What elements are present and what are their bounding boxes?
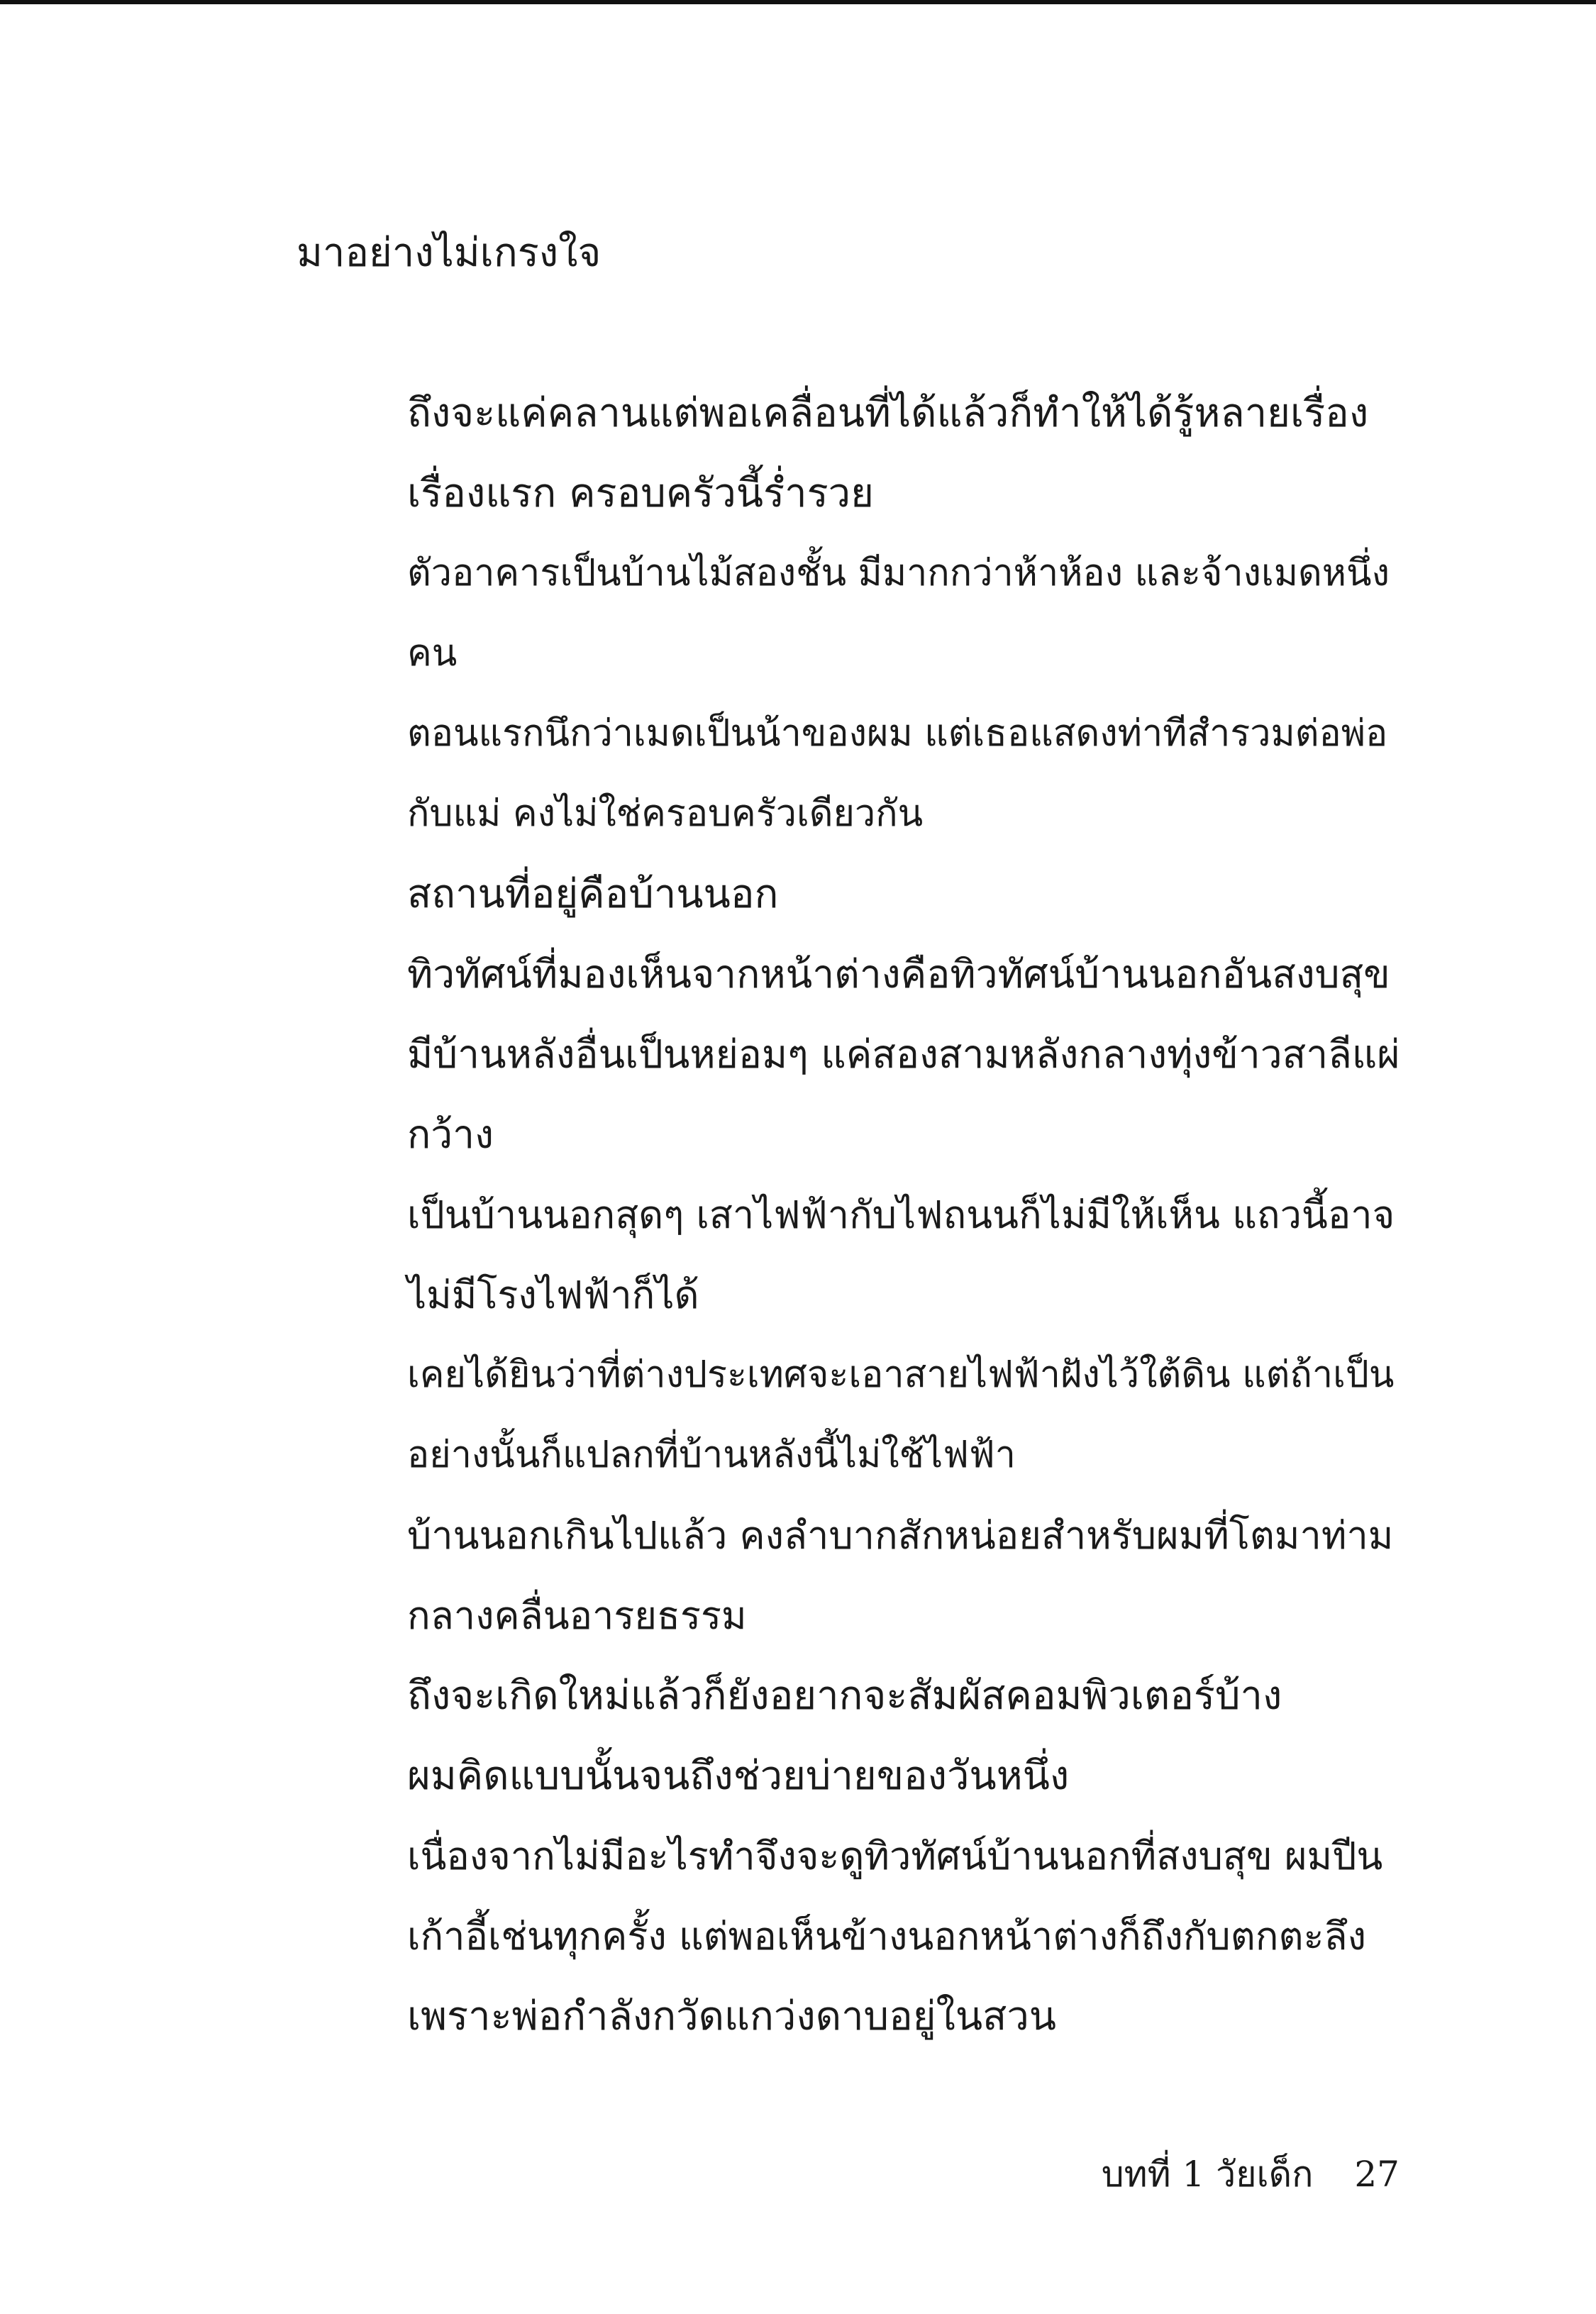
text-line: เนื่องจากไม่มีอะไรทำจึงจะดูทิวทัศน์บ้านนอกที่สงบสุข ผมปีน <box>407 1834 1383 1878</box>
paragraph <box>297 1175 1400 1335</box>
text-line: ทิวทัศน์ที่มองเห็นจากหน้าต่างคือทิวทัศน์บ้านนอกอันสงบสุข <box>407 951 1390 997</box>
paragraph <box>297 373 1400 453</box>
text-line: มีบ้านหลังอื่นเป็นหย่อมๆ แค่สองสามหลังกลางทุ่งข้าวสาลีแผ่ <box>407 1031 1400 1077</box>
text-line: ถึงจะแค่คลานแต่พอเคลื่อนที่ได้แล้วก็ทำให้ได้รู้หลายเรื่อง <box>407 390 1369 436</box>
text-line: เคยได้ยินว่าที่ต่างประเทศจะเอาสายไฟฟ้าฝังไว้ใต้ดิน แต่ถ้าเป็น <box>407 1353 1395 1396</box>
chapter-title: บทที่ 1 วัยเด็ก <box>1101 2154 1314 2195</box>
paragraph <box>297 1335 1400 1495</box>
paragraph <box>297 1736 1400 1816</box>
paragraph <box>297 213 1400 293</box>
text-line: ผมคิดแบบนั้นจนถึงช่วยบ่ายของวันหนึ่ง <box>407 1753 1070 1799</box>
paragraph <box>297 934 1400 1014</box>
paragraph <box>297 854 1400 934</box>
text-line: อย่างนั้นก็แปลกที่บ้านหลังนี้ไม่ใช้ไฟฟ้า <box>407 1434 1016 1476</box>
text-line: ไม่มีโรงไฟฟ้าก็ได้ <box>407 1273 699 1317</box>
paragraph <box>297 1014 1400 1175</box>
text-line: คน <box>407 632 458 675</box>
text-line: กว้าง <box>407 1112 494 1157</box>
text-line: มาอย่างไม่เกรงใจ <box>297 230 602 276</box>
text-line: ตอนแรกนึกว่าเมดเป็นน้าของผม แต่เธอแสดงท่าทีสำรวมต่อพ่อ <box>407 712 1388 755</box>
text-line: เพราะพ่อกำลังกวัดแกว่งดาบอยู่ในสวน <box>407 1993 1057 2039</box>
text-line: ถึงจะเกิดใหม่แล้วก็ยังอยากจะสัมผัสคอมพิวเตอร์บ้าง <box>407 1673 1282 1719</box>
text-line: เรื่องแรก ครอบครัวนี้ร่ำรวย <box>407 470 874 516</box>
paragraph <box>297 1976 1400 2056</box>
paragraph <box>297 533 1400 694</box>
text-line: กลางคลื่นอารยธรรม <box>407 1593 747 1638</box>
paragraph <box>297 694 1400 854</box>
paragraph <box>297 1816 1400 1976</box>
text-line: บ้านนอกเกินไปแล้ว คงลำบากสักหน่อยสำหรับผมที่โตมาท่าม <box>407 1513 1394 1558</box>
top-border-rule <box>0 0 1596 4</box>
paragraph <box>297 453 1400 533</box>
text-line: สถานที่อยู่คือบ้านนอก <box>407 871 779 917</box>
text-line: เก้าอี้เช่นทุกครั้ง แต่พอเห็นข้างนอกหน้าต่างก็ถึงกับตกตะลึง <box>407 1914 1367 1959</box>
body-text <box>297 213 1400 2056</box>
page-number: 27 <box>1354 2154 1400 2195</box>
page-footer <box>1102 2146 1400 2203</box>
text-line: ตัวอาคารเป็นบ้านไม้สองชั้น มีมากกว่าห้าห้อง และจ้างเมดหนึ่ง <box>407 552 1390 594</box>
paragraph <box>297 1656 1400 1736</box>
paragraph <box>297 1495 1400 1656</box>
text-line: กับแม่ คงไม่ใช่ครอบครัวเดียวกัน <box>407 792 924 835</box>
text-line: เป็นบ้านนอกสุดๆ เสาไฟฟ้ากับไฟถนนก็ไม่มีให้เห็น แถวนี้อาจ <box>407 1192 1395 1237</box>
